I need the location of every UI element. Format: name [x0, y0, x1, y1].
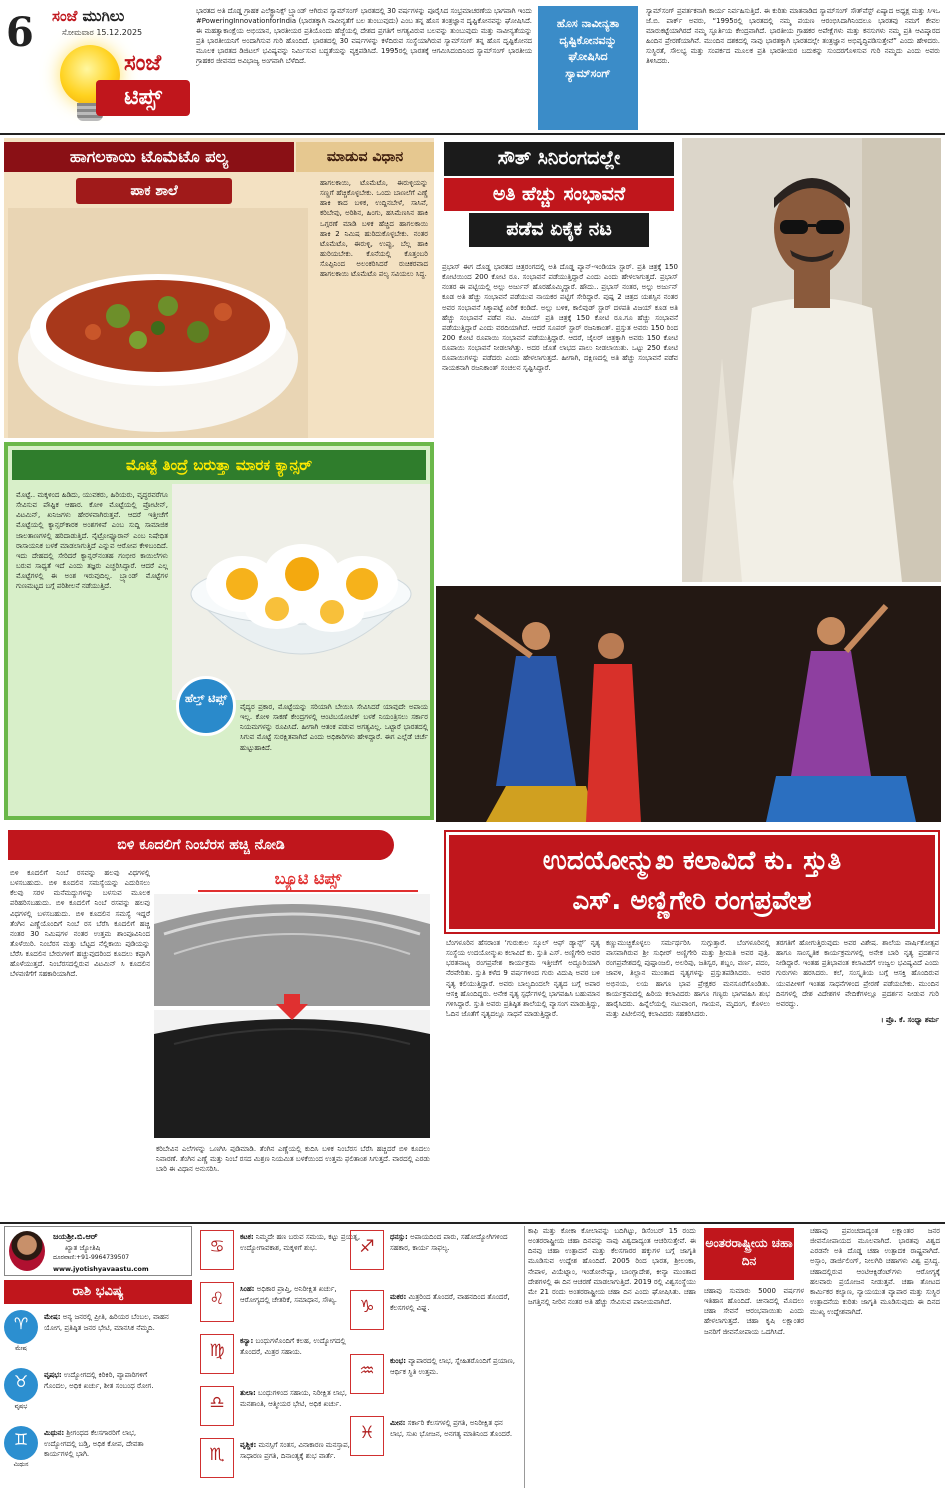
egg-text-1: ಮೊಟ್ಟೆ.. ಮಕ್ಕಳಿಂದ ಹಿಡಿದು, ಯುವಕರು, ಹಿರಿಯರು, ವೃದ್ಧರವರೆಗೂ ಸೇವಿಸುವ ಪೌಷ್ಟಿಕ ಆಹಾರ. ಕೋಳಿ ಮೊಟ್ಟೆಯಲ್ಲಿ ಪ್ರೋಟೀನ್, ವಿಟಮಿನ್, ಖನಿಜಗಳು ಹೇರಳವಾಗಿರುತ್ತವೆ. ಆದರೆ ಇತ್ತೀಚೆಗೆ ಮೊಟ್ಟೆಯಲ್ಲಿ ಕ್ಯಾನ್ಸರ್‌ಕಾರಕ ಅಂಶಗಳಿವೆ ಎಂಬ ಸುದ್ದಿ ಸಾಮಾಜಿಕ ಜಾಲತಾಣಗಳಲ್ಲಿ ಹರಿದಾಡುತ್ತಿದೆ. ನೈಟ್ರೋಫ್ಯೂರಾನ್ ಎಂಬ ನಿಷೇಧಿತ ರಾಸಾಯನಿಕ ಬಳಕೆ ಮಾಡಲಾಗುತ್ತಿದೆ ಎನ್ನುವ ಆರೋಪ ಕೇಳಿಬಂದಿದೆ. ಇದು ದೇಹದಲ್ಲಿ ಸೇರಿದರೆ ಕ್ಯಾನ್ಸರ್‌ನಂತಹ ಗಂಭೀರ ಕಾಯಿಲೆಗಳು ಬರುವ ಸಾಧ್ಯತೆ ಇದೆ ಎಂದು ತಜ್ಞರು ಎಚ್ಚರಿಸಿದ್ದಾರೆ. ಆದರೆ ಎಲ್ಲ ಮೊಟ್ಟೆಗಳಲ್ಲಿ ಈ ಅಂಶ ಇರುವುದಿಲ್ಲ. ಬ್ರ್ಯಾಂಡ್ ಮೊಟ್ಟೆಗಳ ಗುಣಮಟ್ಟದ ಬಗ್ಗೆ ಪರಿಶೀಲನೆ ನಡೆಯುತ್ತಿದೆ.: [16, 491, 168, 591]
astrologer-role: ಖ್ಯಾತ ಜ್ಯೋತಿಷಿ: [65, 1244, 101, 1252]
sign-tula: ♎ ತುಲಾ: ಬಂಧುಗಳಿಂದ ಸಹಾಯ, ನಿರೀಕ್ಷಿತ ಲಾಭ, ಮನಶಾಂತಿ, ಆತ್ಮೀಯರ ಭೇಟಿ, ಅಧಿಕ ಖರ್ಚು.: [200, 1386, 370, 1432]
byline: । ಪ್ರೊ. ಕೆ. ಸಂಧ್ಯಾ ಶರ್ಮ: [880, 1015, 939, 1024]
astrologer-card: [4, 1226, 192, 1276]
sign-meena: ♓ ಮೀನ: ಸರ್ಕಾರಿ ಕೆಲಸಗಳಲ್ಲಿ ಪ್ರಗತಿ, ಅನಿರೀಕ್ಷಿತ ಧನ ಲಾಭ, ಸುಖ ಭೋಜನ, ಅನಗತ್ಯ ಮಾತಿನಿಂದ ತೊಂದರೆ.: [350, 1416, 520, 1462]
sign-makara: ♑ ಮಕರ: ಮಿತ್ರರಿಂದ ತೊಂದರೆ, ವಾಹನದಿಂದ ತೊಂದರೆ, ಕೆಲಸಗಳಲ್ಲಿ ವಿಘ್ನ.: [350, 1290, 520, 1336]
tea-col-2: ಚಹಾವು ಸುಮಾರು 5000 ವರ್ಷಗಳ ಇತಿಹಾಸ ಹೊಂದಿದೆ. ಚೀನಾದಲ್ಲಿ ಮೊದಲು ಚಹಾ ಸೇವನೆ ಆರಂಭವಾಯಿತು ಎಂದು ಹೇಳಲಾಗುತ್ತದೆ. ಚಹಾ ಕೃಷಿ ಲಕ್ಷಾಂತರ ಜನರಿಗೆ ಜೀವನೋಪಾಯ ಒದಗಿಸಿದೆ.: [704, 1287, 804, 1336]
taurus-icon: ♉: [4, 1368, 38, 1402]
tea-headline: ಅಂತರರಾಷ್ಟ್ರೀಯ ಚಹಾ ದಿನ: [704, 1228, 794, 1280]
beauty-title: ಬಿಳಿ ಕೂದಲಿಗೆ ನಿಂಬೆರಸ ಹಚ್ಚಿ ನೋಡಿ: [8, 830, 394, 860]
stuti-col-1: ಬೆಂಗಳೂರಿನ ಹೆಸರಾಂತ ‘ಗುರುಕುಲ ಸ್ಕೂಲ್ ಆಫ್ ಡ್ಯಾನ್ಸ್’ ನೃತ್ಯ ಸಂಸ್ಥೆಯ ಉದಯೋನ್ಮುಖ ಕಲಾವಿದೆ ಕು. ಸ್ತುತಿ ಎಸ್. ಅಣ್ಣಿಗೇರಿ ಅವರ ಭರತನಾಟ್ಯ ರಂಗಪ್ರವೇಶ ಕಾರ್ಯಕ್ರಮ ಇತ್ತೀಚೆಗೆ ಅದ್ದೂರಿಯಾಗಿ ನೆರವೇರಿತು. ಸ್ತುತಿ ಕಳೆದ 9 ವರ್ಷಗಳಿಂದ ಗುರು ವಿದುಷಿ ಅವರ ಬಳಿ ನೃತ್ಯ ಕಲಿಯುತ್ತಿದ್ದಾರೆ. ಅವರು ಬಾಲ್ಯದಿಂದಲೇ ನೃತ್ಯದ ಬಗ್ಗೆ ಅಪಾರ ಆಸಕ್ತಿ ಹೊಂದಿದ್ದರು. ಅನೇಕ ನೃತ್ಯ ಸ್ಪರ್ಧೆಗಳಲ್ಲಿ ಭಾಗವಹಿಸಿ ಬಹುಮಾನ ಗಳಿಸಿದ್ದಾರೆ. ಸ್ತುತಿ ಅವರು ಪ್ರತಿಷ್ಠಿತ ಶಾಲೆಯಲ್ಲಿ ವ್ಯಾಸಂಗ ಮಾಡುತ್ತಿದ್ದು, ಓದಿನ ಜೊತೆಗೆ ನೃತ್ಯದಲ್ಲೂ ಸಾಧನೆ ಮಾಡುತ್ತಿದ್ದಾರೆ.: [446, 939, 600, 1018]
beauty-article: [4, 828, 434, 1218]
stuti-article: [440, 826, 941, 1224]
recipe-article: [4, 138, 434, 438]
sign-simha: ♌ ಸಿಂಹ: ಅಧಿಕಾರ ಪ್ರಾಪ್ತಿ, ಅನಿರೀಕ್ಷಿತ ಖರ್ಚು, ಆರೋಗ್ಯದಲ್ಲಿ ಚೇತರಿಕೆ, ಸಮಾಧಾನ, ಸೌಖ್ಯ.: [200, 1282, 370, 1328]
method-title: ಮಾಡುವ ವಿಧಾನ: [296, 142, 434, 172]
beauty-text-1: ಬಿಳಿ ಕೂದಲಿಗೆ ನಿಂಬೆ ರಸವನ್ನು ಹಲವು ವಿಧಗಳಲ್ಲಿ ಬಳಸಬಹುದು. ಬಿಳಿ ಕೂದಲಿನ ಸಮಸ್ಯೆಯನ್ನು ಎದುರಿಸಲು ಕೆಲವು ಸರಳ ಮನೆಮದ್ದುಗಳನ್ನು ಬಳಸುವ ಮೂಲಕ ಪರಿಹರಿಸಬಹುದು. ಬಿಳಿ ಕೂದಲಿಗೆ ನಿಂಬೆ ರಸವನ್ನು ಹಲವು ವಿಧಗಳಲ್ಲಿ ಬಳಸಬಹುದು. ಬಿಳಿ ಕೂದಲಿನ ಸಮಸ್ಯೆ ಇದ್ದರೆ ತೆಂಗಿನ ಎಣ್ಣೆಯೊಂದಿಗೆ ನಿಂಬೆ ರಸ ಬೆರೆಸಿ ಕೂದಲಿಗೆ ಹಚ್ಚಿ ನಂತರ 30 ನಿಮಿಷಗಳ ನಂತರ ಉತ್ತಮ ಶಾಂಪೂವಿನಿಂದ ತೊಳೆಯಿರಿ. ನಿಂಬೆರಸ ಮತ್ತು ಬೆಟ್ಟದ ನೆಲ್ಲಿಕಾಯಿ ಪುಡಿಯನ್ನು ಬೆರೆಸಿ ಕೂದಲಿನ ಬೇರುಗಳಿಗೆ ಹಚ್ಚುವುದರಿಂದ ಕೂದಲು ಕಪ್ಪಾಗಿ ಹೊಳೆಯುತ್ತದೆ. ನಿಂಬೆರಸದಲ್ಲಿರುವ ವಿಟಮಿನ್ ಸಿ ಕೂದಲಿನ ಬೆಳವಣಿಗೆಗೆ ಸಹಕಾರಿಯಾಗಿದೆ.: [10, 869, 150, 979]
libra-icon: ♎: [200, 1386, 234, 1426]
sign-vrishchika: ♏ ವೃಶ್ಚಿಕ: ಮನಸ್ಸಿಗೆ ಸಂತಸ, ವಿನಾಕಾರಣ ಮನಸ್ತಾಪ, ಸಾಧಾರಣ ಪ್ರಗತಿ, ದಿನಾಂತ್ಯಕ್ಕೆ ಶುಭ ವಾರ್ತೆ.: [200, 1438, 370, 1484]
egg-photo: [172, 484, 430, 700]
stuti-col-3: ತರಗತಿಗೆ ಹೋಗುತ್ತಿರುವುದು ಅವರ ವಿಶೇಷ. ಶಾಲೆಯ ವಾರ್ಷಿಕೋತ್ಸವ ಹಾಗೂ ಸಾಂಸ್ಕೃತಿಕ ಕಾರ್ಯಕ್ರಮಗಳಲ್ಲಿ ಅನೇಕ ಬಾರಿ ನೃತ್ಯ ಪ್ರದರ್ಶನ ನೀಡಿದ್ದಾರೆ. ಇಂತಹ ಪ್ರತಿಭಾವಂತ ಕಲಾವಿದೆಗೆ ಉಜ್ವಲ ಭವಿಷ್ಯವಿದೆ ಎಂದು ಗುರುಗಳು ಹರಸಿದರು. ಕಲೆ, ಸಂಸ್ಕೃತಿಯ ಬಗ್ಗೆ ಆಸಕ್ತಿ ಹೊಂದಿರುವ ಯುವಪೀಳಿಗೆ ಇಂತಹ ಸಾಧನೆಗಳಿಂದ ಪ್ರೇರಣೆ ಪಡೆಯಬೇಕು. ಮುಂದಿನ ದಿನಗಳಲ್ಲಿ ದೇಶ ವಿದೇಶಗಳ ವೇದಿಕೆಗಳಲ್ಲೂ ಪ್ರದರ್ಶನ ನೀಡುವ ಗುರಿ ಅವರದ್ದು. । ಪ್ರೊ. ಕೆ. ಸಂಧ್ಯಾ ಶರ್ಮ: [776, 939, 939, 1024]
tea-day-article: [528, 1226, 941, 1488]
dish-photo: [8, 208, 308, 438]
stuti-headline: ಉದಯೋನ್ಮುಖ ಕಲಾವಿದೆ ಕು. ಸ್ತುತಿ ಎಸ್. ಅಣ್ಣಿಗೇರಿ ರಂಗಪ್ರವೇಶ: [446, 832, 938, 932]
recipe-method: ಹಾಗಲಕಾಯಿ, ಟೊಮೆಟೊ, ಈರುಳ್ಳಿಯನ್ನು ಸಣ್ಣಗೆ ಹೆಚ್ಚಿಕೊಳ್ಳಬೇಕು. ಒಂದು ಬಾಣಲೆಗೆ ಎಣ್ಣೆ ಹಾಕಿ ಕಾದ ಬಳಿಕ, ಉದ್ದಿನಬೇಳೆ, ಸಾಸಿವೆ, ಕರಿಬೇವು, ಅರಿಶಿನ, ಹಿಂಗು, ಹಸಿಮೆಣಸಿನ ಹಾಕಿ ಒಗ್ಗರಣೆ ಮಾಡಿ ಬಳಿಕ ಹೆಚ್ಚಿದ ಹಾಗಲಕಾಯಿ ಹಾಕಿ 2 ನಿಮಿಷ ಹುರಿದುಕೊಳ್ಳಬೇಕು. ನಂತರ ಟೊಮೆಟೊ, ಈರುಳ್ಳಿ, ಉಪ್ಪು, ಬೆಲ್ಲ ಹಾಕಿ ಹುರಿಯಬೇಕು. ಕೊನೆಯಲ್ಲಿ ಕೊತ್ತಂಬರಿ ಸೊಪ್ಪಿನಿಂದ ಅಲಂಕರಿಸಿದರೆ ರುಚಿಕರವಾದ ಹಾಗಲಕಾಯಿ ಟೊಮೆಟೊ ಪಲ್ಯ ಸವಿಯಲು ಸಿದ್ಧ.: [320, 179, 428, 279]
divider: [524, 1226, 525, 1488]
sign-vrishabha: ♉ ವೃಷಭ ವೃಷಭ: ಉದ್ಯೋಗದಲ್ಲಿ ಕಿರಿಕಿರಿ, ವ್ಯಾಪಾರಿಗಳಿಗೆ ಗೊಂದಲ, ಅಧಿಕ ಖರ್ಚು, ಶೀತ ಸಂಬಂಧ ರೋಗ.: [4, 1368, 174, 1414]
avatar: [9, 1231, 45, 1271]
tea-col-3: ಚಹಾವು ಪ್ರಪಂಚದಾದ್ಯಂತ ಲಕ್ಷಾಂತರ ಜನರ ಜೀವನೋಪಾಯದ ಮೂಲವಾಗಿದೆ. ಭಾರತವು ವಿಶ್ವದ ಎರಡನೇ ಅತಿ ದೊಡ್ಡ ಚಹಾ ಉತ್ಪಾದಕ ರಾಷ್ಟ್ರವಾಗಿದೆ. ಅಸ್ಸಾಂ, ಡಾರ್ಜಿಲಿಂಗ್, ನೀಲಗಿರಿ ಚಹಾಗಳು ವಿಶ್ವ ಪ್ರಸಿದ್ಧ. ಚಹಾದಲ್ಲಿರುವ ಆಂಟಿಆಕ್ಸಿಡೆಂಟ್‌ಗಳು ಆರೋಗ್ಯಕ್ಕೆ ಹಲವಾರು ಪ್ರಯೋಜನ ನೀಡುತ್ತವೆ. ಚಹಾ ತೋಟದ ಕಾರ್ಮಿಕರ ಕಲ್ಯಾಣ, ನ್ಯಾಯಯುತ ವ್ಯಾಪಾರ ಮತ್ತು ಸುಸ್ಥಿರ ಉತ್ಪಾದನೆಯ ಕುರಿತು ಜಾಗೃತಿ ಮೂಡಿಸುವುದು ಈ ದಿನದ ಮುಖ್ಯ ಉದ್ದೇಶವಾಗಿದೆ.: [810, 1227, 940, 1317]
paper-name: ಸಂಜೆ ಮುಗಿಲು: [52, 7, 125, 25]
sign-kanya: ♍ ಕನ್ಯಾ: ಬಂಧುಗಳೊಂದಿಗೆ ಕಲಹ, ಉದ್ಯೋಗದಲ್ಲಿ ತೊಂದರೆ, ಮಿತ್ರರ ಸಹಾಯ.: [200, 1334, 370, 1380]
egg-article: [4, 442, 434, 820]
horoscope-section: [4, 1226, 522, 1488]
aries-icon: ♈: [4, 1310, 38, 1344]
divider: [0, 133, 945, 135]
hair-photo: [154, 894, 430, 1138]
paka-shale-label: ಪಾಕ ಶಾಲೆ: [76, 178, 232, 204]
gemini-icon: ♊: [4, 1426, 38, 1460]
rajini-body: ಪ್ರಭಾಸ್ ಈಗ ದೊಡ್ಡ ಭಾರತದ ಚಿತ್ರರಂಗದಲ್ಲಿ ಅತಿ ದೊಡ್ಡ ಪ್ಯಾನ್-ಇಂಡಿಯಾ ಸ್ಟಾರ್. ಪ್ರತಿ ಚಿತ್ರಕ್ಕೆ 150 ಕೋಟಿಯಿಂದ 200 ಕೋಟಿ ರೂ. ಸಂಭಾವನೆ ಪಡೆಯುತ್ತಿದ್ದಾರೆ ಎಂದು ಎಂದು ಹೇಳಲಾಗುತ್ತದೆ. ಪ್ರಭಾಸ್ ನಂತರ ಈ ಪಟ್ಟಿಯಲ್ಲಿ ಅಲ್ಲು ಅರ್ಜುನ್ ಹೊರಹೊಮ್ಮಿದ್ದಾರೆ. ಹೌದು.. ಪ್ರಭಾಸ್ ನಂತರ, ಅಲ್ಲು ಅರ್ಜುನ್ ಕೂಡ ಅತಿ ಹೆಚ್ಚು ಸಂಭಾವನೆ ಪಡೆಯುವ ನಾಯಕರ ಪಟ್ಟಿಗೆ ಸೇರಿದ್ದಾರೆ. ಪುಷ್ಪ 2 ಚಿತ್ರದ ಯಶಸ್ಸಿನ ನಂತರ ಅವರ ಸಂಭಾವನೆ ಸಿಕ್ಕಾಪಟ್ಟೆ ಏರಿಕೆ ಕಂಡಿದೆ. ಅಲ್ಲು ಬಳಿಕ, ಕಾಲಿವುಡ್ ಸ್ಟಾರ್ ದಳಪತಿ ವಿಜಯ್ ಕೂಡ ಅತಿ ಹೆಚ್ಚು ಸಂಭಾವನೆ ಪಡೆವ ನಟ. ವಿಜಯ್ ಪ್ರತಿ ಚಿತ್ರಕ್ಕೆ 150 ಕೋಟಿ ರೂ.ಗೂ ಹೆಚ್ಚು ಸಂಭಾವನೆ ಪಡೆಯುತ್ತಿದ್ದಾರೆ ಎಂದು ವರದಿಯಾಗಿದೆ. ಆದರೆ ಸೂಪರ್ ಸ್ಟಾರ್ ರಜನಿಕಾಂತ್. ಪ್ರಸ್ತುತ ಅವರು 150 ರಿಂದ 200 ಕೋಟಿ ರೂಪಾಯಿ ಸಂಭಾವನೆ ಪಡೆಯುತ್ತಿದ್ದಾರೆ. ಆದರೆ, ಜೈಲರ್ ಚಿತ್ರಕ್ಕಾಗಿ ಅವರು 150 ಕೋಟಿ ರೂಪಾಯಿ ಸಂಭಾವನೆ ನೀಡಲಾಗಿತ್ತು. ಅದರ ಜೊತೆ ಲಾಭದ ಪಾಲು ನೀಡಲಾಯಿತು. ಒಟ್ಟು 250 ಕೋಟಿ ರೂಪಾಯಿಗಳನ್ನು ಪಡೆದರು ಎಂದು ಹೇಳಲಾಗುತ್ತದೆ. ಹೀಗಾಗಿ, ದಕ್ಷಿಣದಲ್ಲಿ ಅತಿ ಹೆಚ್ಚು ಸಂಭಾವನೆ ಪಡೆವ ನಾಯಕನಾಗಿ ರಜನಿಕಾಂತ್ ಸಂಚಲನ ಸೃಷ್ಟಿಸಿದ್ದಾರೆ.: [442, 263, 678, 373]
divider: [0, 1222, 945, 1224]
cancer-icon: ♋: [200, 1230, 234, 1270]
beauty-tips-tag: ಬ್ಯೂಟಿ ಟಿಪ್ಸ್: [198, 866, 418, 892]
rajini-article: [438, 138, 941, 582]
sign-mithuna: ♊ ಮಿಥುನ ಮಿಥುನ: ಶ್ರೀಗಂಧದ ಕೆಲಸಗಾರರಿಗೆ ಲಾಭ, ಉದ್ಯೋಗದಲ್ಲಿ ಬಡ್ತಿ, ಅಧಿಕ ಕೋಪ, ದೇವತಾ ಕಾರ್ಯಗಳಲ್ಲಿ ಭಾಗಿ.: [4, 1426, 174, 1472]
samsung-headline: ಹೊಸ ನಾವೀನ್ಯತಾ ದೃಷ್ಟಿಕೋನವನ್ನು ಘೋಷಿಸಿದ ಸ್ಯಾಮ್‌ಸಂಗ್: [538, 6, 638, 130]
rajini-photo: [682, 138, 941, 582]
section-title-b: ಟಿಪ್ಸ್: [96, 80, 190, 116]
section-title-a: ಸಂಜೆ: [124, 51, 162, 76]
page-number: 6: [6, 9, 34, 56]
leo-icon: ♌: [200, 1282, 234, 1322]
sign-dhanassu: ♐ ಧನಸ್ಸು: ಅಪಾಯದಿಂದ ಪಾರು, ಸಹೋದ್ಯೋಗಿಗಳಿಂದ ಸಹಕಾರ, ಕಾರ್ಯ ಸಾಫಲ್ಯ.: [350, 1230, 520, 1276]
dance-photo: [436, 586, 941, 822]
recipe-title: ಹಾಗಲಕಾಯಿ ಟೊಮೆಟೊ ಪಲ್ಯ: [4, 142, 294, 172]
astrologer-website: www.jyotishyavaastu.com: [53, 1265, 149, 1273]
samsung-text-1: ಭಾರತದ ಅತಿ ದೊಡ್ಡ ಗ್ರಾಹಕ ಎಲೆಕ್ಟ್ರಾನಿಕ್ಸ್ ಬ್ರ್ಯಾಂಡ್ ಆಗಿರುವ ಸ್ಯಾಮ್‌ಸಂಗ್ ಭಾರತದಲ್ಲಿ 30 ವರ್ಷಗಳನ್ನು ಪೂರೈಸಿದ ಸಂಭ್ರಮಾಚರಣೆಯ ಭಾಗವಾಗಿ ಇಂದು #PoweringInnovationforIndia (ಭಾರತಕ್ಕಾಗಿ ನಾವೀನ್ಯತೆಗೆ ಬಲ ತುಂಬುವುದು) ಎಂಬ ತನ್ನ ಹೊಸ ತಂತ್ರಜ್ಞಾನ ದೃಷ್ಟಿಕೋನವನ್ನು ಘೋಷಿಸಿದೆ. ಈ ಮಹತ್ವಾಕಾಂಕ್ಷೆಯ ಅಭಿಯಾನ, ಭಾರತೀಯರ ಪ್ರತಿಯೊಂದು ಹೆಜ್ಜೆಯಲ್ಲಿ ದೇಶದ ಪ್ರಗತಿಗೆ ಅಗತ್ಯವಿರುವ ಬಲವನ್ನು ತುಂಬುವುದು ಮತ್ತು ನಾವೀನ್ಯತೆಯನ್ನು ಪ್ರತಿ ಭಾರತೀಯನಿಗೆ ಅಂದಾಗಿಸುವ ಗುರಿ ಹೊಂದಿದೆ. ಭಾರತದಲ್ಲಿ 30 ವರ್ಷಗಳನ್ನು ಕಳೆದಿರುವ ಸಂಸ್ಥೆಯಾಗಿರುವ ಸ್ಯಾಮ್‌ಸಂಗ್ ತನ್ನ ಹೊಸ ದೃಷ್ಟಿಕೋನದ ಮೂಲಕ ಭಾರತದ ಡಿಜಿಟಲ್ ಭವಿಷ್ಯವನ್ನು ನಿರ್ಮಿಸುವ ಬದ್ಧತೆಯನ್ನು ವ್ಯಕ್ತಪಡಿಸಿದೆ. 1995ರಲ್ಲಿ ಭಾರತಕ್ಕೆ ಆಗಮಿಸಿದಂದಿನಿಂದ ಸ್ಯಾಮ್‌ಸಂಗ್ ಭಾರತೀಯ ಗ್ರಾಹಕರ ಜೀವನದ ಅವಿಭಾಜ್ಯ ಅಂಗವಾಗಿ ಬೆಳೆದಿದೆ.: [196, 7, 532, 65]
sign-mesha: ♈ ಮೇಷ ಮೇಷ: ಅನ್ಯ ಜನರಲ್ಲಿ ಪ್ರೀತಿ, ಹಿರಿಯರ ಬೆಂಬಲ, ವಾಹನ ಯೋಗ, ಪ್ರತಿಷ್ಠಿತ ಜನರ ಭೇಟಿ, ಮಾನಸಿಕ ನೆಮ್ಮದಿ.: [4, 1310, 174, 1356]
sign-kumbha: ♒ ಕುಂಭ: ವ್ಯಾಪಾರದಲ್ಲಿ ಲಾಭ, ಸ್ನೇಹಿತರೊಂದಿಗೆ ಪ್ರಯಾಣ, ಆರ್ಥಿಕ ಸ್ಥಿತಿ ಉತ್ತಮ.: [350, 1354, 520, 1400]
masthead: [0, 0, 192, 132]
tea-col-1: ಕಾಫಿ ಮತ್ತು ಕೋಕಾ ಕೋಲಾವನ್ನು ಬದಿಗಿಟ್ಟು, ಡಿಸೆಂಬರ್ 15 ರಂದು ಅಂತರರಾಷ್ಟ್ರೀಯ ಚಹಾ ದಿನವನ್ನು ನಾವು ವಿಶ್ವದಾದ್ಯಂತ ಆಚರಿಸುತ್ತೇವೆ. ಈ ದಿನವು ಚಹಾ ಉತ್ಪಾದನೆ ಮತ್ತು ಕೆಲಸಗಾರರ ಹಕ್ಕುಗಳ ಬಗ್ಗೆ ಜಾಗೃತಿ ಮೂಡಿಸುವ ಉದ್ದೇಶ ಹೊಂದಿದೆ. 2005 ರಿಂದ ಭಾರತ, ಶ್ರೀಲಂಕಾ, ನೇಪಾಳ, ವಿಯೆಟ್ನಾಂ, ಇಂಡೋನೇಷ್ಯಾ, ಬಾಂಗ್ಲಾದೇಶ, ಕೀನ್ಯಾ ಮುಂತಾದ ದೇಶಗಳಲ್ಲಿ ಈ ದಿನ ಆಚರಣೆ ಮಾಡಲಾಗುತ್ತಿದೆ. 2019 ರಲ್ಲಿ ವಿಶ್ವಸಂಸ್ಥೆಯು ಮೇ 21 ರಂದು ಅಂತರರಾಷ್ಟ್ರೀಯ ಚಹಾ ದಿನ ಎಂದು ಘೋಷಿಸಿತು. ಚಹಾ ಜಗತ್ತಿನಲ್ಲಿ ನೀರಿನ ನಂತರ ಅತಿ ಹೆಚ್ಚು ಸೇವಿಸುವ ಪಾನೀಯವಾಗಿದೆ.: [528, 1227, 696, 1306]
virgo-icon: ♍: [200, 1334, 234, 1374]
health-tips-badge: ಹೆಲ್ತ್ ಟಿಪ್ಸ್: [176, 676, 236, 736]
capricorn-icon: ♑: [350, 1290, 384, 1330]
rashi-title: ರಾಶಿ ಭವಿಷ್ಯ: [4, 1280, 192, 1304]
astrologer-name: ಜಯಶ್ರೀ.ಬಿ.ಆರ್: [53, 1232, 98, 1241]
paper-date: ಸೋಮವಾರ 15.12.2025: [62, 28, 143, 37]
egg-text-2: ವೈದ್ಯರ ಪ್ರಕಾರ, ಮೊಟ್ಟೆಯನ್ನು ಸರಿಯಾಗಿ ಬೇಯಿಸಿ ಸೇವಿಸಿದರೆ ಯಾವುದೇ ಅಪಾಯ ಇಲ್ಲ. ಕೋಳಿ ಸಾಕಣೆ ಕೇಂದ್ರಗಳಲ್ಲಿ ಆಂಟಿಬಯೋಟಿಕ್ ಬಳಕೆ ನಿಯಂತ್ರಿಸಲು ಸರ್ಕಾರ ನಿಯಮಗಳನ್ನು ರೂಪಿಸಿದೆ. ಹೀಗಾಗಿ ಆತಂಕ ಪಡುವ ಅಗತ್ಯವಿಲ್ಲ. ಒಟ್ಟಾರೆ ಭಾರತದಲ್ಲಿ ಸಿಗುವ ಮೊಟ್ಟೆ ಸುರಕ್ಷಿತವಾಗಿದೆ ಎಂದು ಅಧಿಕಾರಿಗಳು ಹೇಳಿದ್ದಾರೆ. ಈಗ ಎಲ್ಲೆಡೆ ಚರ್ಚೆ ಹುಟ್ಟುಹಾಕಿದೆ.: [240, 703, 428, 752]
samsung-text-2: ಸ್ಯಾಮ್‌ಸಂಗ್ ಪ್ರವರ್ತಕನಾಗಿ ಕಾರ್ಯ ನಿರ್ವಹಿಸುತ್ತಿದೆ. ಈ ಕುರಿತು ಮಾತನಾಡಿದ ಸ್ಯಾಮ್‌ಸಂಗ್ ಸೌತ್‌ವೆಸ್ಟ್ ಏಷ್ಯಾದ ಅಧ್ಯಕ್ಷ ಮತ್ತು ಸಿಇಒ ಜೆ.ಬಿ. ಪಾರ್ಕ್ ಅವರು, “1995ರಲ್ಲಿ ಭಾರತದಲ್ಲಿ ನಮ್ಮ ಪಯಣ ಆರಂಭಿಸಿದಾಗಿನಿಂದಲೂ ಭಾರತವು ನಮಗೆ ಕೇವಲ ಮಾರುಕಟ್ಟೆಯಾಗಿರದೆ ನಮ್ಮ ಸ್ಫೂರ್ತಿಯ ಕೇಂದ್ರವಾಗಿದೆ. ಭಾರತೀಯ ಗ್ರಾಹಕರ ಅಪೇಕ್ಷೆಗಳು ಮತ್ತು ಕನಸುಗಳು ನಮ್ಮ ಪ್ರತಿ ಆವಿಷ್ಕಾರದ ಹಿಂದಿನ ಪ್ರೇರಣೆಯಾಗಿವೆ. ಮುಂದಿನ ದಶಕದಲ್ಲಿ ನಾವು ಭಾರತಕ್ಕಾಗಿ ಭಾರತದಲ್ಲೇ ತಂತ್ರಜ್ಞಾನ ಅಭಿವೃದ್ಧಿಪಡಿಸುತ್ತೇವೆ” ಎಂದು ಹೇಳಿದರು. ಸುಸ್ಥಿರತೆ, ಸೌಲಭ್ಯ ಮತ್ತು ಸಂಪರ್ಕದ ಮೂಲಕ ಪ್ರತಿ ಭಾರತೀಯರ ಬದುಕನ್ನು ಸುಂದರಗೊಳಿಸುವ ಗುರಿ ನಮ್ಮದು ಎಂದು ಅವರು ತಿಳಿಸಿದರು.: [646, 7, 940, 65]
stuti-col-2: ಕಣ್ಣುಮುಚ್ಚಿಕೊಳ್ಳಲು ಸರ್ಮರ್ಥರಿಸಿ ಸುಗ್ಗುತ್ತಾರೆ. ಬೆಂಗಳೂರಿನಲ್ಲಿ ವಾಸವಾಗಿರುವ ಶ್ರೀ ಸುಧೀರ್ ಅಣ್ಣಿಗೇರಿ ಮತ್ತು ಶ್ರೀಮತಿ ಅವರ ಪುತ್ರಿ. ರಂಗಪ್ರವೇಶದಲ್ಲಿ ಪುಷ್ಪಾಂಜಲಿ, ಅಲರಿಪು, ಜತಿಸ್ವರ, ಶಬ್ದಂ, ವರ್ಣ, ಪದಂ, ಜಾವಳಿ, ತಿಲ್ಲಾನ ಮುಂತಾದ ನೃತ್ಯಗಳನ್ನು ಪ್ರಸ್ತುತಪಡಿಸಿದರು. ಅವರ ಅಭಿನಯ, ಲಯ ಹಾಗೂ ಭಾವ ಪ್ರೇಕ್ಷಕರ ಮನಸೂರೆಗೊಂಡಿತು. ಕಾರ್ಯಕ್ರಮದಲ್ಲಿ ಹಿರಿಯ ಕಲಾವಿದರು ಹಾಗೂ ಗಣ್ಯರು ಭಾಗವಹಿಸಿ ಶುಭ ಹಾರೈಸಿದರು. ಹಿನ್ನೆಲೆಯಲ್ಲಿ ನಟುವಾಂಗ, ಗಾಯನ, ಮೃದಂಗ, ಕೊಳಲು ಮತ್ತು ಪಿಟೀಲಿನಲ್ಲಿ ಕಲಾವಿದರು ಸಹಕರಿಸಿದರು.: [606, 939, 770, 1018]
samsung-article: [196, 6, 940, 130]
sagittarius-icon: ♐: [350, 1230, 384, 1270]
astrologer-phone: ದೂರವಾಣಿ:+91-9964739507: [53, 1254, 130, 1261]
pisces-icon: ♓: [350, 1416, 384, 1456]
egg-title: ಮೊಟ್ಟೆ ತಿಂದ್ರೆ ಬರುತ್ತಾ ಮಾರಕ ಕ್ಯಾನ್ಸರ್: [12, 450, 426, 480]
rajini-headline: ಸೌತ್ ಸಿನಿರಂಗದಲ್ಲೇ ಅತಿ ಹೆಚ್ಚು ಸಂಭಾವನೆ ಪಡೆವ ಏಕೈಕ ನಟ: [444, 142, 674, 254]
beauty-text-2: ಕರಿಬೇವಿನ ಎಲೆಗಳನ್ನು ಒಣಗಿಸಿ ಪುಡಿಮಾಡಿ. ತೆಂಗಿನ ಎಣ್ಣೆಯಲ್ಲಿ ಕುದಿಸಿ ಬಳಿಕ ನಿಂಬೆರಸ ಬೆರೆಸಿ ಹಚ್ಚಿದರೆ ಬಿಳಿ ಕೂದಲು ನಿವಾರಣೆ. ತೆಂಗಿನ ಎಣ್ಣೆ ಮತ್ತು ನಿಂಬೆ ರಸದ ಮಿಶ್ರಣ ನಿಯಮಿತ ಬಳಕೆಯಿಂದ ಉತ್ತಮ ಫಲಿತಾಂಶ ಸಿಗುತ್ತದೆ. ವಾರದಲ್ಲಿ ಎರಡು ಬಾರಿ ಈ ವಿಧಾನ ಅನುಸರಿಸಿ.: [156, 1145, 431, 1174]
scorpio-icon: ♏: [200, 1438, 234, 1478]
aquarius-icon: ♒: [350, 1354, 384, 1394]
sign-kataka: ♋ ಕಟಕ: ನಿಮ್ಮದೇ ಹಣ ಬರುವ ಸಮಯ, ಕಟ್ಟು ಪ್ರಯತ್ನ, ಉದ್ಯೋಗಾವಕಾಶ, ಮಕ್ಕಳಿಗೆ ಶುಭ.: [200, 1230, 370, 1276]
